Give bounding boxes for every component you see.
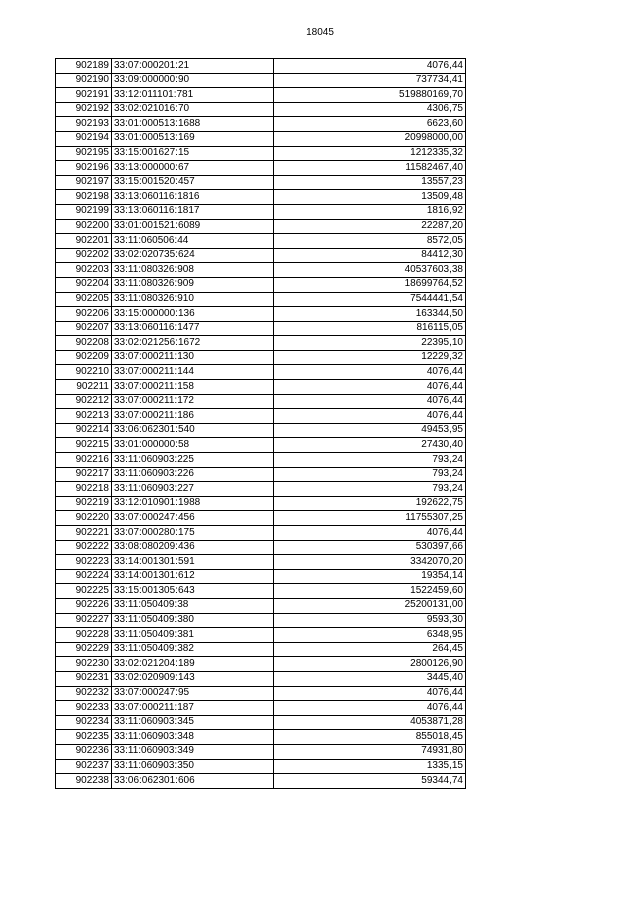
row-number: 902204 [56, 277, 112, 292]
cadastral-number: 33:14:001301:591 [112, 555, 274, 570]
table-row [56, 248, 466, 263]
cadastral-number: 33:07:000280:175 [112, 526, 274, 541]
cadastral-value: 519880169,70 [274, 88, 466, 103]
cadastral-number: 33:15:001305:643 [112, 584, 274, 599]
cadastral-value: 6348,95 [274, 628, 466, 643]
row-number: 902237 [56, 759, 112, 774]
table-row [56, 88, 466, 103]
row-number: 902203 [56, 263, 112, 278]
row-number: 902232 [56, 686, 112, 701]
table-row [56, 117, 466, 132]
row-number: 902208 [56, 336, 112, 351]
cadastral-number: 33:07:000247:456 [112, 511, 274, 526]
row-number: 902195 [56, 146, 112, 161]
cadastral-number: 33:11:060903:345 [112, 715, 274, 730]
cadastral-value: 7544441,54 [274, 292, 466, 307]
cadastral-number: 33:15:001520:457 [112, 175, 274, 190]
cadastral-value: 2800126,90 [274, 657, 466, 672]
cadastral-number: 33:11:060903:225 [112, 453, 274, 468]
cadastral-number: 33:11:080326:908 [112, 263, 274, 278]
cadastral-value: 11582467,40 [274, 161, 466, 176]
cadastral-value: 816115,05 [274, 321, 466, 336]
cadastral-number: 33:11:060506:44 [112, 234, 274, 249]
cadastral-number: 33:07:000211:187 [112, 701, 274, 716]
table-row [56, 190, 466, 205]
cadastral-value: 4053871,28 [274, 715, 466, 730]
cadastral-number: 33:11:050409:380 [112, 613, 274, 628]
row-number: 902212 [56, 394, 112, 409]
cadastral-number: 33:01:000000:58 [112, 438, 274, 453]
table-row [56, 336, 466, 351]
table-row [56, 584, 466, 599]
cadastral-value: 3445,40 [274, 671, 466, 686]
cadastral-value: 4076,44 [274, 526, 466, 541]
row-number: 902192 [56, 102, 112, 117]
table-row [56, 380, 466, 395]
table-row [56, 555, 466, 570]
cadastral-number: 33:13:060116:1817 [112, 204, 274, 219]
table-row [56, 204, 466, 219]
cadastral-value: 1335,15 [274, 759, 466, 774]
cadastral-number: 33:02:021016:70 [112, 102, 274, 117]
row-number: 902225 [56, 584, 112, 599]
table-row [56, 234, 466, 249]
row-number: 902226 [56, 598, 112, 613]
row-number: 902233 [56, 701, 112, 716]
table-row [56, 496, 466, 511]
cadastral-number: 33:12:010901:1988 [112, 496, 274, 511]
row-number: 902217 [56, 467, 112, 482]
table-row [56, 774, 466, 789]
cadastral-value: 9593,30 [274, 613, 466, 628]
row-number: 902202 [56, 248, 112, 263]
cadastral-number: 33:06:062301:606 [112, 774, 274, 789]
row-number: 902198 [56, 190, 112, 205]
cadastral-value: 8572,05 [274, 234, 466, 249]
table-row [56, 759, 466, 774]
table-row [56, 277, 466, 292]
cadastral-value: 192622,75 [274, 496, 466, 511]
table-row [56, 219, 466, 234]
row-number: 902196 [56, 161, 112, 176]
table-row [56, 161, 466, 176]
row-number: 902190 [56, 73, 112, 88]
cadastral-value: 4076,44 [274, 59, 466, 74]
row-number: 902213 [56, 409, 112, 424]
table-row [56, 511, 466, 526]
table-row [56, 423, 466, 438]
cadastral-value: 4076,44 [274, 394, 466, 409]
cadastral-number: 33:15:001627:15 [112, 146, 274, 161]
row-number: 902236 [56, 744, 112, 759]
table-row [56, 657, 466, 672]
table-row [56, 467, 466, 482]
cadastral-value: 13557,23 [274, 175, 466, 190]
cadastral-number: 33:11:050409:382 [112, 642, 274, 657]
table-row [56, 102, 466, 117]
row-number: 902220 [56, 511, 112, 526]
cadastral-number: 33:11:050409:38 [112, 598, 274, 613]
cadastral-number: 33:07:000211:130 [112, 350, 274, 365]
cadastral-value: 12229,32 [274, 350, 466, 365]
cadastral-value: 737734,41 [274, 73, 466, 88]
cadastral-number: 33:02:021256:1672 [112, 336, 274, 351]
cadastral-number: 33:13:060116:1816 [112, 190, 274, 205]
table-row [56, 394, 466, 409]
cadastral-value: 793,24 [274, 467, 466, 482]
table-row [56, 453, 466, 468]
table-row [56, 307, 466, 322]
cadastral-number: 33:11:060903:348 [112, 730, 274, 745]
table-row [56, 482, 466, 497]
cadastral-number: 33:12:011101:781 [112, 88, 274, 103]
table-row [56, 175, 466, 190]
table-row [56, 540, 466, 555]
row-number: 902223 [56, 555, 112, 570]
cadastral-value: 49453,95 [274, 423, 466, 438]
cadastral-value: 25200131,00 [274, 598, 466, 613]
cadastral-number: 33:09:000000:90 [112, 73, 274, 88]
table-row [56, 628, 466, 643]
cadastral-value: 3342070,20 [274, 555, 466, 570]
cadastral-value: 22395,10 [274, 336, 466, 351]
row-number: 902214 [56, 423, 112, 438]
table-row [56, 146, 466, 161]
cadastral-number: 33:11:060903:227 [112, 482, 274, 497]
row-number: 902193 [56, 117, 112, 132]
cadastral-value: 59344,74 [274, 774, 466, 789]
cadastral-number: 33:07:000211:158 [112, 380, 274, 395]
cadastral-number: 33:14:001301:612 [112, 569, 274, 584]
cadastral-number: 33:11:060903:350 [112, 759, 274, 774]
cadastral-number: 33:02:020735:624 [112, 248, 274, 263]
table-row [56, 744, 466, 759]
row-number: 902189 [56, 59, 112, 74]
cadastral-value: 27430,40 [274, 438, 466, 453]
table-row [56, 671, 466, 686]
row-number: 902210 [56, 365, 112, 380]
cadastral-number: 33:07:000211:186 [112, 409, 274, 424]
cadastral-number: 33:07:000201:21 [112, 59, 274, 74]
table-body [56, 59, 466, 789]
table-row [56, 686, 466, 701]
row-number: 902199 [56, 204, 112, 219]
row-number: 902222 [56, 540, 112, 555]
cadastral-value: 530397,66 [274, 540, 466, 555]
page-number: 18045 [306, 27, 334, 38]
cadastral-number: 33:15:000000:136 [112, 307, 274, 322]
row-number: 902201 [56, 234, 112, 249]
cadastral-value: 22287,20 [274, 219, 466, 234]
cadastral-value: 4076,44 [274, 365, 466, 380]
cadastral-number: 33:13:000000:67 [112, 161, 274, 176]
cadastral-value: 793,24 [274, 453, 466, 468]
cadastral-value: 74931,80 [274, 744, 466, 759]
row-number: 902229 [56, 642, 112, 657]
cadastral-number: 33:13:060116:1477 [112, 321, 274, 336]
row-number: 902194 [56, 131, 112, 146]
cadastral-number: 33:01:000513:1688 [112, 117, 274, 132]
row-number: 902209 [56, 350, 112, 365]
table-row [56, 409, 466, 424]
cadastral-value: 40537603,38 [274, 263, 466, 278]
row-number: 902228 [56, 628, 112, 643]
cadastral-number: 33:08:080209:436 [112, 540, 274, 555]
cadastral-value: 4076,44 [274, 701, 466, 716]
table-row [56, 715, 466, 730]
table-row [56, 350, 466, 365]
table-row [56, 598, 466, 613]
table-row [56, 613, 466, 628]
row-number: 902205 [56, 292, 112, 307]
cadastral-number: 33:07:000211:172 [112, 394, 274, 409]
cadastral-value: 855018,45 [274, 730, 466, 745]
cadastral-value: 264,45 [274, 642, 466, 657]
cadastral-value: 1816,92 [274, 204, 466, 219]
table-row [56, 701, 466, 716]
row-number: 902207 [56, 321, 112, 336]
table-row [56, 438, 466, 453]
cadastral-value: 6623,60 [274, 117, 466, 132]
table-row [56, 59, 466, 74]
table-row [56, 526, 466, 541]
table-row [56, 263, 466, 278]
row-number: 902211 [56, 380, 112, 395]
cadastral-value: 11755307,25 [274, 511, 466, 526]
row-number: 902219 [56, 496, 112, 511]
cadastral-number: 33:02:020909:143 [112, 671, 274, 686]
row-number: 902235 [56, 730, 112, 745]
row-number: 902221 [56, 526, 112, 541]
row-number: 902218 [56, 482, 112, 497]
cadastral-number: 33:01:001521:6089 [112, 219, 274, 234]
cadastral-value: 18699764,52 [274, 277, 466, 292]
cadastral-value: 19354,14 [274, 569, 466, 584]
row-number: 902227 [56, 613, 112, 628]
row-number: 902224 [56, 569, 112, 584]
cadastral-value: 4076,44 [274, 686, 466, 701]
table-row [56, 73, 466, 88]
data-table [55, 58, 466, 789]
cadastral-value: 163344,50 [274, 307, 466, 322]
row-number: 902200 [56, 219, 112, 234]
cadastral-number: 33:11:050409:381 [112, 628, 274, 643]
table-row [56, 569, 466, 584]
table-row [56, 730, 466, 745]
row-number: 902234 [56, 715, 112, 730]
cadastral-value: 793,24 [274, 482, 466, 497]
row-number: 902238 [56, 774, 112, 789]
table-row [56, 642, 466, 657]
cadastral-value: 84412,30 [274, 248, 466, 263]
row-number: 902206 [56, 307, 112, 322]
cadastral-number: 33:07:000211:144 [112, 365, 274, 380]
row-number: 902230 [56, 657, 112, 672]
cadastral-value: 1212335,32 [274, 146, 466, 161]
cadastral-number: 33:07:000247:95 [112, 686, 274, 701]
cadastral-value: 4306,75 [274, 102, 466, 117]
row-number: 902215 [56, 438, 112, 453]
cadastral-value: 4076,44 [274, 380, 466, 395]
row-number: 902197 [56, 175, 112, 190]
cadastral-value: 13509,48 [274, 190, 466, 205]
cadastral-number: 33:02:021204:189 [112, 657, 274, 672]
cadastral-value: 20998000,00 [274, 131, 466, 146]
cadastral-number: 33:11:080326:909 [112, 277, 274, 292]
table-row [56, 321, 466, 336]
cadastral-value: 1522459,60 [274, 584, 466, 599]
table-row [56, 365, 466, 380]
cadastral-number: 33:11:080326:910 [112, 292, 274, 307]
cadastral-number: 33:06:062301:540 [112, 423, 274, 438]
table-row [56, 292, 466, 307]
cadastral-number: 33:11:060903:226 [112, 467, 274, 482]
row-number: 902191 [56, 88, 112, 103]
cadastral-value: 4076,44 [274, 409, 466, 424]
row-number: 902216 [56, 453, 112, 468]
cadastral-number: 33:11:060903:349 [112, 744, 274, 759]
row-number: 902231 [56, 671, 112, 686]
cadastral-number: 33:01:000513:169 [112, 131, 274, 146]
table-row [56, 131, 466, 146]
